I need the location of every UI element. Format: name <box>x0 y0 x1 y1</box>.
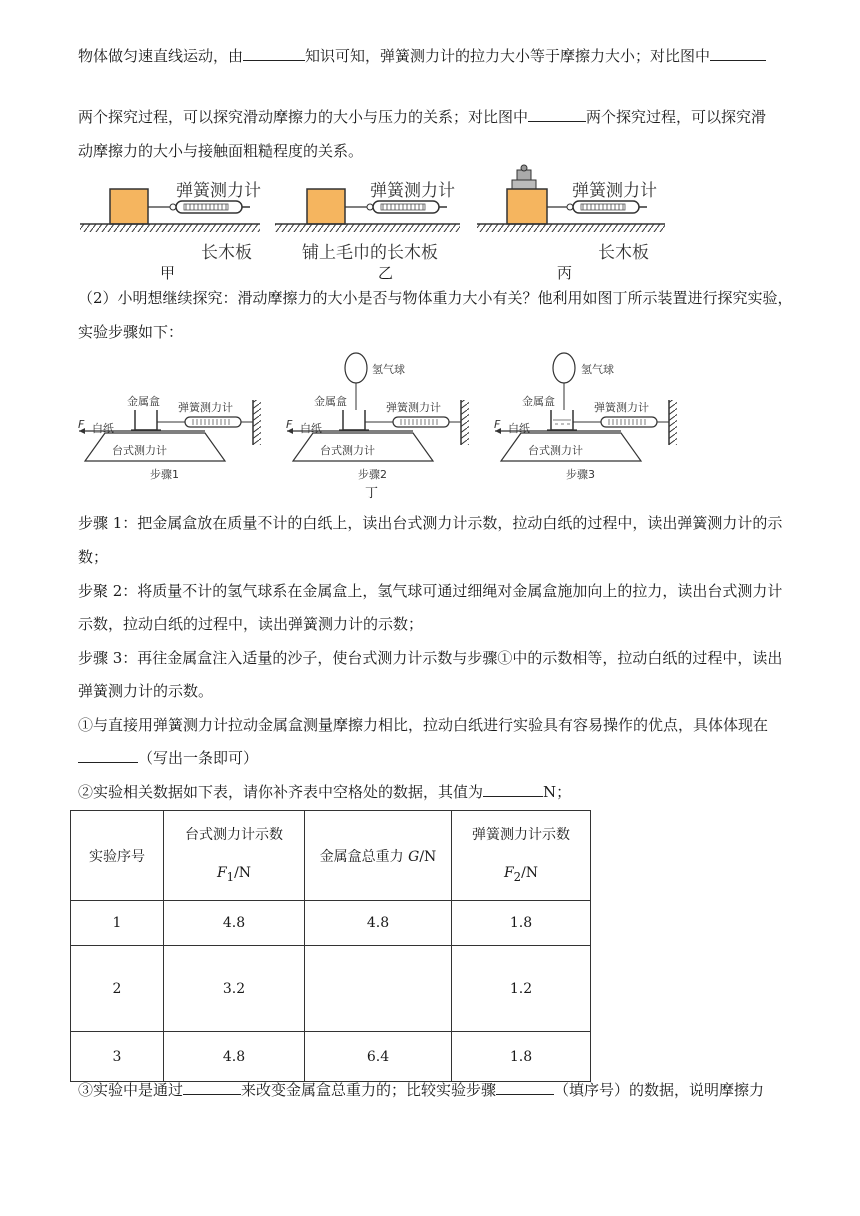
text-segment: （2）小明想继续探究：滑动摩擦力的大小是否与物体重力大小有关？他利用如图丁所示装置进行探究实验， <box>78 289 793 307</box>
text-segment: 来改变金属盒总重力的；比较实验步骤 <box>241 1081 497 1099</box>
table-cell: 1.8 <box>452 901 591 946</box>
text-segment: ①与直接用弹簧测力计拉动金属盒测量摩擦力相比，拉动白纸进行实验具有容易操作的优点，具体体现在 <box>78 716 769 734</box>
balloon-label: 氢气球 <box>581 363 614 376</box>
table-cell: 2 <box>71 946 164 1032</box>
force-label: F <box>286 418 293 431</box>
text-line <box>78 322 183 342</box>
paper-label: 白纸 <box>92 422 114 435</box>
data-table <box>70 810 591 1082</box>
text-segment: （填序号）的数据，说明摩擦力 <box>554 1081 765 1099</box>
text-line <box>78 782 571 802</box>
text-segment: N； <box>543 783 572 801</box>
text-segment: 实验步骤如下： <box>78 323 184 341</box>
spring-label: 弹簧测力计 <box>594 401 649 414</box>
spring-label: 弹簧测力计 <box>178 401 233 414</box>
figure-caption: 甲 <box>160 264 176 282</box>
symbol: F <box>503 864 514 881</box>
box-label: 金属盒 <box>314 395 347 408</box>
figure-caption: 乙 <box>378 264 394 282</box>
text-line <box>78 715 768 735</box>
header-cell <box>164 811 305 901</box>
answer-blank <box>78 748 138 763</box>
force-label: F <box>494 418 501 431</box>
spring-scale-label: 弹簧测力计 <box>370 181 455 201</box>
answer-blank <box>528 107 586 122</box>
table-cell: 1.8 <box>452 1032 591 1082</box>
scale-label: 台式测力计 <box>528 444 583 457</box>
header-text: 金属盒总重力 <box>319 848 409 865</box>
text-segment: 两个探究过程，可以探究滑动摩擦力的大小与压力的关系；对比图中 <box>78 108 529 126</box>
spring-scale-label: 弹簧测力计 <box>572 181 657 201</box>
subscript: 2 <box>513 869 522 884</box>
symbol: G <box>408 848 420 865</box>
text-line <box>78 1080 764 1100</box>
text-line <box>78 513 782 533</box>
step-caption: 步骤2 <box>358 468 387 481</box>
table-cell: 1.2 <box>452 946 591 1032</box>
board-label: 长木板 <box>201 243 252 263</box>
answer-blank <box>243 46 305 61</box>
answer-blank <box>483 782 543 797</box>
table-row <box>71 1032 591 1082</box>
answer-blank <box>183 1080 241 1095</box>
table-cell: 4.8 <box>305 901 452 946</box>
header-text: 实验序号 <box>89 848 145 865</box>
header-cell <box>452 811 591 901</box>
balloon-label: 氢气球 <box>372 363 405 376</box>
text-line <box>78 141 363 161</box>
unit: /N <box>521 864 539 881</box>
header-text: 台式测力计示数 <box>185 826 283 843</box>
header-text: 弹簧测力计示数 <box>472 826 570 843</box>
figure-caption: 丙 <box>557 264 573 282</box>
symbol: F <box>216 864 227 881</box>
subscript: 1 <box>226 869 235 884</box>
unit: /N <box>419 848 437 865</box>
scale-label: 台式测力计 <box>320 444 375 457</box>
table-cell: 4.8 <box>164 901 305 946</box>
text-line <box>78 581 782 601</box>
header-cell <box>305 811 452 901</box>
unit: /N <box>234 864 252 881</box>
text-segment: 示数，拉动白纸的过程中，读出弹簧测力计的示数； <box>78 615 424 633</box>
spring-label: 弹簧测力计 <box>386 401 441 414</box>
table-header-row <box>71 811 591 901</box>
step-caption: 步骤1 <box>150 468 179 481</box>
paper-label: 白纸 <box>300 422 322 435</box>
text-line <box>78 288 793 308</box>
table-cell: 3 <box>71 1032 164 1082</box>
text-line <box>78 614 423 634</box>
scale-label: 台式测力计 <box>112 444 167 457</box>
answer-blank <box>496 1080 554 1095</box>
figure-caption: 丁 <box>365 486 379 501</box>
text-segment: 步骤 3：再往金属盒注入适量的沙子，使台式测力计示数与步骤①中的示数相等，拉动白纸的过程中，读出 <box>78 649 783 667</box>
blank-cell <box>305 946 452 1032</box>
paper-label: 白纸 <box>508 422 530 435</box>
header-text <box>164 854 304 896</box>
text-line <box>78 107 766 127</box>
box-label: 金属盒 <box>127 395 160 408</box>
answer-blank <box>710 46 766 61</box>
spring-scale-label: 弹簧测力计 <box>176 181 261 201</box>
header-cell <box>71 811 164 901</box>
table-cell: 4.8 <box>164 1032 305 1082</box>
text-segment: 数； <box>78 548 109 566</box>
board-label: 铺上毛巾的长木板 <box>302 243 438 263</box>
text-line <box>78 648 782 668</box>
text-segment: 知识可知，弹簧测力计的拉力大小等于摩擦力大小；对比图中 <box>305 47 711 65</box>
table-cell: 1 <box>71 901 164 946</box>
board-label: 长木板 <box>598 243 649 263</box>
table-cell: 3.2 <box>164 946 305 1032</box>
table-row <box>71 901 591 946</box>
text-line <box>78 748 258 768</box>
text-line <box>78 46 766 66</box>
step-caption: 步骤3 <box>566 468 595 481</box>
box-label: 金属盒 <box>522 395 555 408</box>
table-cell: 6.4 <box>305 1032 452 1082</box>
text-segment: ②实验相关数据如下表，请你补齐表中空格处的数据，其值为 <box>78 783 484 801</box>
text-segment: ③实验中是通过 <box>78 1081 184 1099</box>
force-label: F <box>78 418 85 431</box>
table-row <box>71 946 591 1032</box>
text-segment: 动摩擦力的大小与接触面粗糙程度的关系。 <box>78 142 364 160</box>
text-line <box>78 681 213 701</box>
text-segment: 步聚 2：将质量不计的氢气球系在金属盒上，氢气球可通过细绳对金属盒施加向上的拉力，读出台式测力计 <box>78 582 783 600</box>
text-line <box>78 547 108 567</box>
text-segment: 物体做匀速直线运动，由 <box>78 47 244 65</box>
text-segment: （写出一条即可） <box>138 749 259 767</box>
text-segment: 两个探究过程，可以探究滑 <box>586 108 767 126</box>
text-segment: 步骤 1：把金属盒放在质量不计的白纸上，读出台式测力计示数，拉动白纸的过程中，读出弹簧测力计的示 <box>78 514 783 532</box>
header-text <box>452 854 590 896</box>
text-segment: 弹簧测力计的示数。 <box>78 682 214 700</box>
